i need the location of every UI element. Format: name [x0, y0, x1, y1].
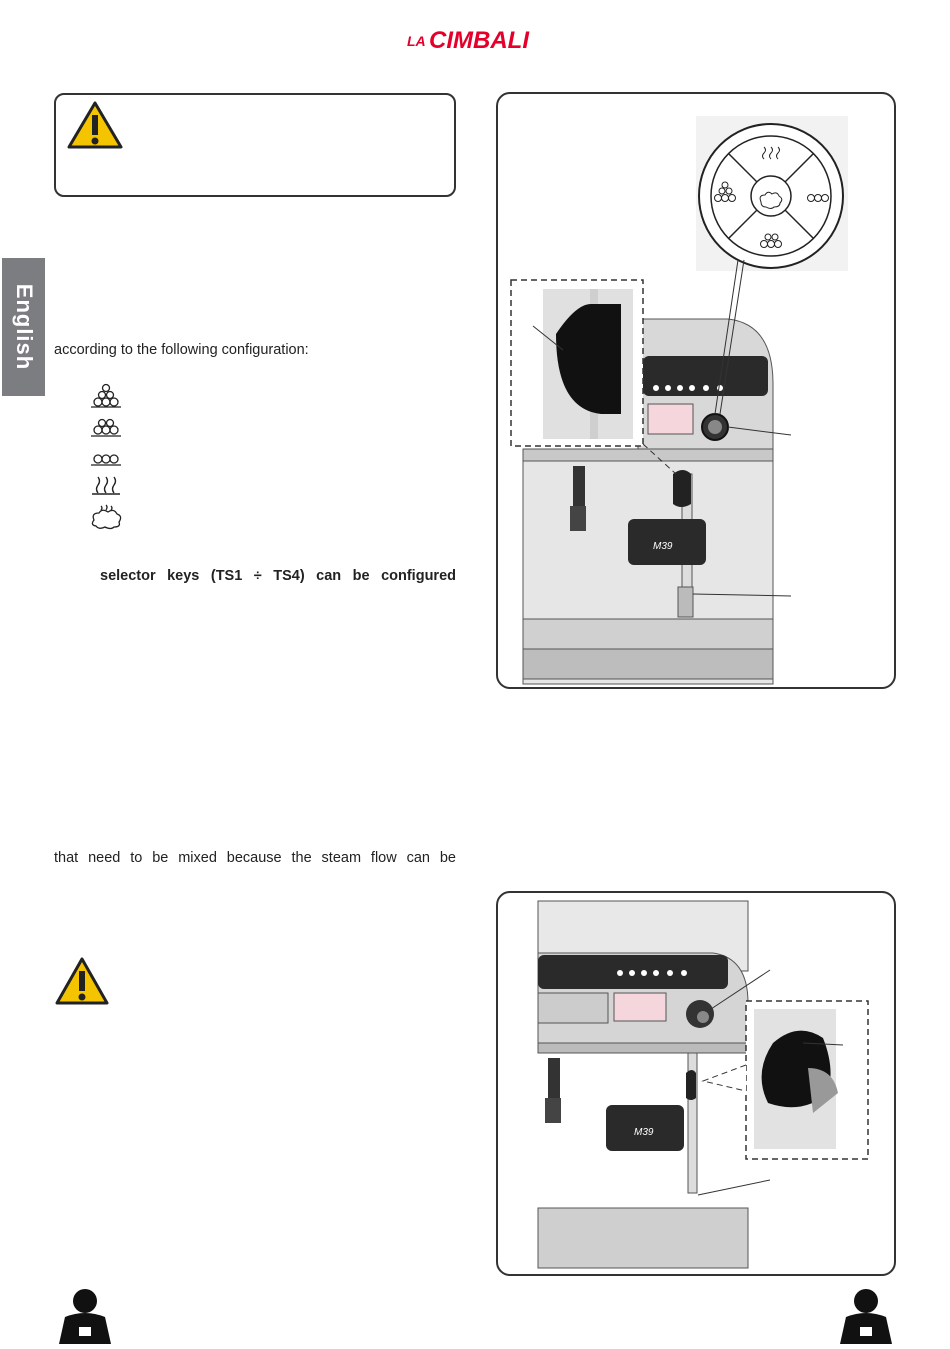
froth-medium-icon	[91, 420, 121, 437]
config-intro-text: according to the following configuration:	[54, 342, 309, 358]
steam-mix-text: that need to be mixed because the steam flow can be	[54, 850, 456, 866]
barista-icon	[55, 1287, 115, 1344]
warning-triangle-icon	[54, 956, 110, 1006]
froth-low-icon	[91, 455, 121, 465]
svg-text:M39: M39	[634, 1127, 654, 1138]
svg-text:M39: M39	[653, 541, 673, 552]
svg-text:LA: LA	[407, 33, 426, 49]
steam-hot-icon	[92, 477, 120, 494]
barista-icon	[836, 1287, 896, 1344]
warning-notice-box	[54, 93, 456, 197]
brand-logo	[405, 22, 545, 56]
svg-text:CIMBALI: CIMBALI	[429, 27, 529, 54]
figure-steam-knob	[496, 891, 896, 1276]
config-icon-list	[86, 376, 126, 541]
figure-steam-selector	[496, 92, 896, 689]
language-tab[interactable]	[2, 258, 45, 396]
froth-high-icon	[91, 385, 121, 408]
warning-triangle-icon	[66, 100, 124, 150]
selector-keys-text: selector keys (TS1 ÷ TS4) can be configured	[100, 568, 456, 584]
language-tab-label: English	[11, 283, 37, 371]
steam-cloud-icon	[92, 505, 120, 529]
